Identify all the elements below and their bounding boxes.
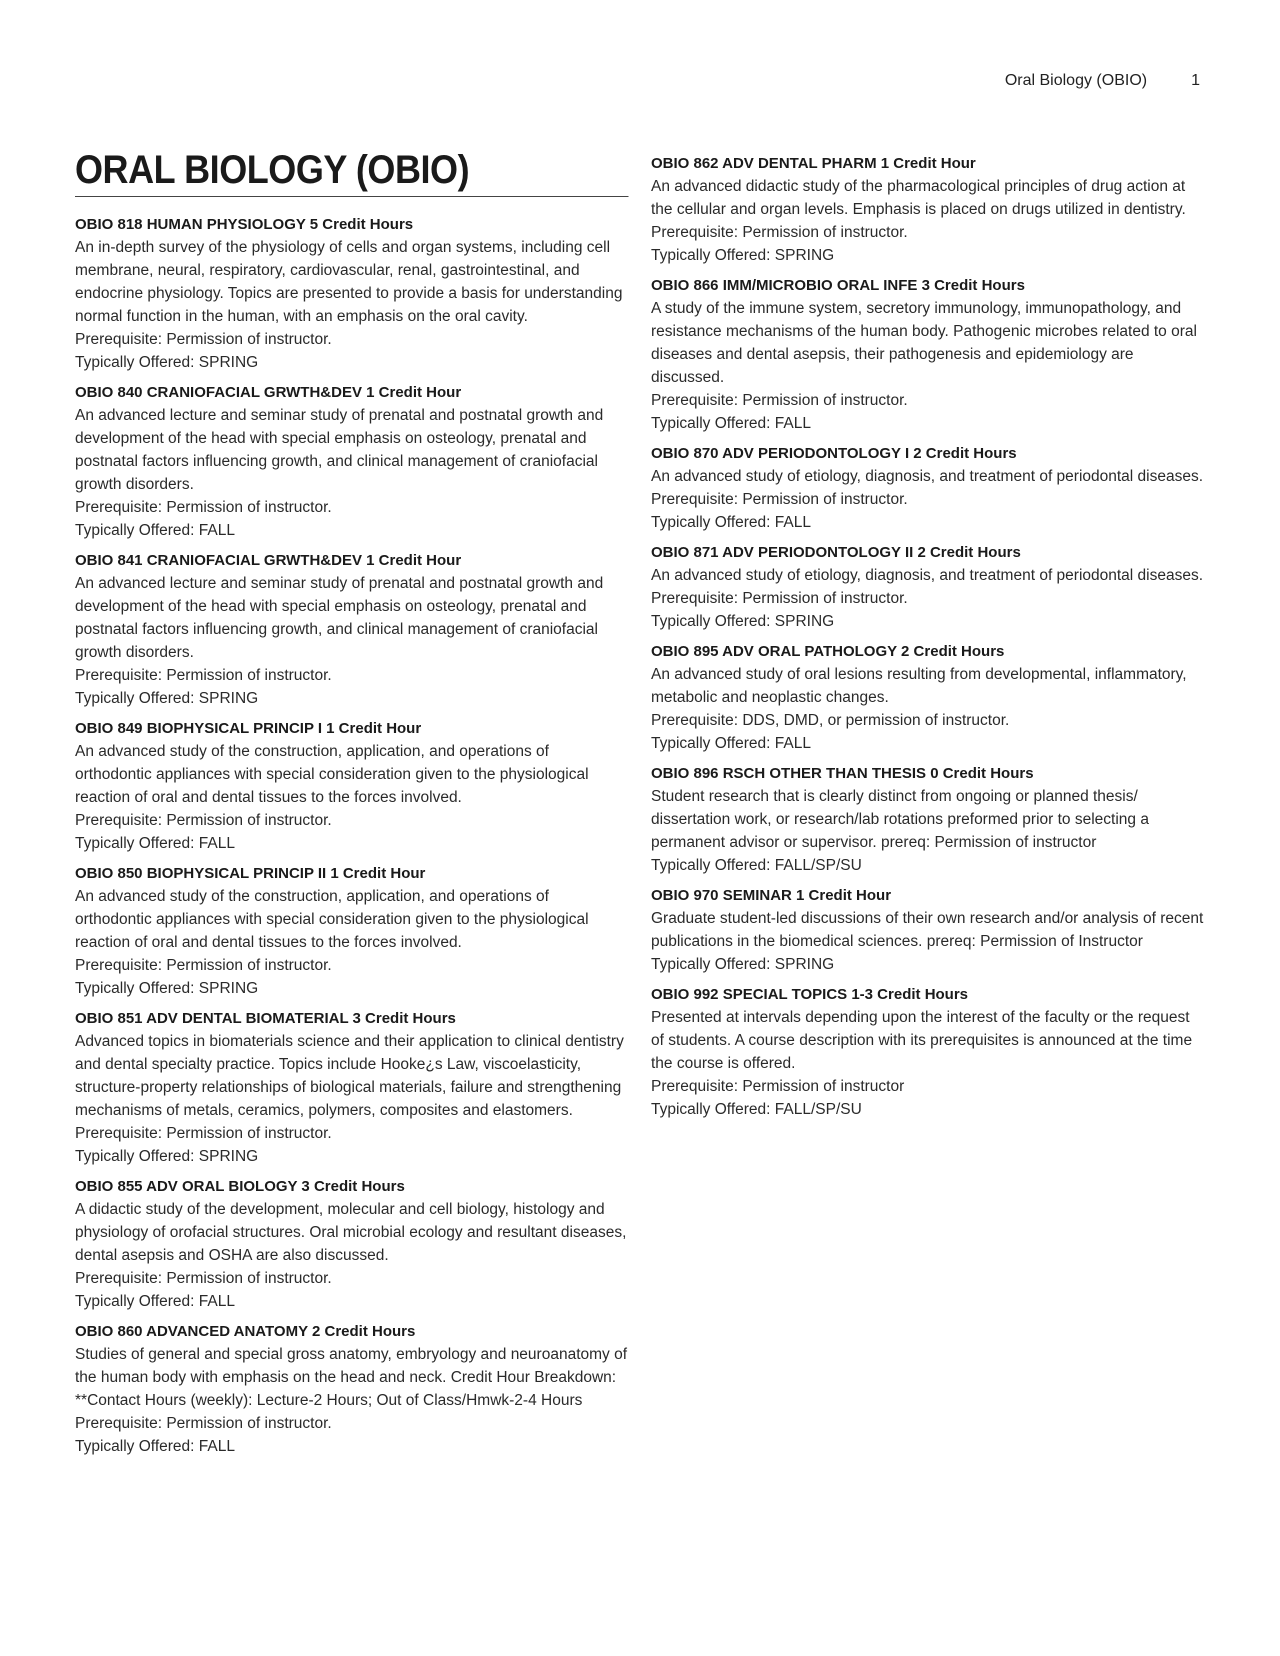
running-header bbox=[1005, 72, 1200, 90]
course-offered: Typically Offered: FALL bbox=[75, 1293, 235, 1310]
course-description: An advanced study of oral lesions resulting from developmental, inflammatory, metabolic and neoplastic changes. bbox=[651, 666, 1187, 706]
course-description: Advanced topics in biomaterials science and their application to clinical dentistry and dental specialty practice. Topics include Hooke¿s Law, viscoelasticity, structure-property relationships of biological materials, failure and strengthening mechanisms of metals, ceramics, polymers, composites and elastomers. bbox=[75, 1033, 624, 1119]
course-entry bbox=[651, 541, 1205, 633]
course-entry bbox=[75, 549, 629, 710]
running-title: Oral Biology (OBIO) bbox=[1004, 72, 1148, 89]
course-description: Student research that is clearly distinct from ongoing or planned thesis/ dissertation work, or research/lab rotations preformed prior to selecting a permanent advisor or supervisor. prereq: Permission of instructor bbox=[651, 788, 1149, 851]
course-description: A didactic study of the development, molecular and cell biology, histology and physiology of orofacial structures. Oral microbial ecology and resultant diseases, dental asepsis and OSHA are also discussed. bbox=[75, 1201, 627, 1264]
course-body bbox=[651, 785, 1205, 877]
course-entry bbox=[75, 381, 629, 542]
course-prerequisite: Prerequisite: Permission of instructor. bbox=[75, 812, 332, 829]
course-entry bbox=[651, 274, 1205, 435]
course-offered: Typically Offered: FALL bbox=[75, 835, 235, 852]
course-title: OBIO 895 ADV ORAL PATHOLOGY 2 Credit Hours bbox=[651, 643, 1005, 660]
course-description: A study of the immune system, secretory immunology, immunopathology, and resistance mechanisms of the human body. Pathogenic microbes related to oral diseases and dental asepsis, their pathogenesis and epidemiology are discussed. bbox=[651, 300, 1197, 386]
course-title: OBIO 870 ADV PERIODONTOLOGY I 2 Credit Hours bbox=[651, 445, 1017, 462]
course-body bbox=[75, 740, 629, 855]
course-title: OBIO 970 SEMINAR 1 Credit Hour bbox=[651, 887, 892, 904]
course-list-right bbox=[651, 152, 1205, 1121]
course-title: OBIO 850 BIOPHYSICAL PRINCIP II 1 Credit Hour bbox=[75, 865, 426, 882]
course-offered: Typically Offered: FALL bbox=[651, 514, 811, 531]
course-description: An advanced study of etiology, diagnosis, and treatment of periodontal diseases. bbox=[651, 468, 1204, 485]
left-column bbox=[75, 140, 629, 1465]
course-title: OBIO 862 ADV DENTAL PHARM 1 Credit Hour bbox=[651, 155, 976, 172]
page-number: 1 bbox=[1191, 72, 1200, 89]
course-description: An advanced study of the construction, application, and operations of orthodontic appliances with special consideration given to the physiological reaction of oral and dental tissues to the forces involved. bbox=[75, 743, 589, 806]
course-entry bbox=[651, 640, 1205, 755]
course-title: OBIO 840 CRANIOFACIAL GRWTH&DEV 1 Credit Hour bbox=[75, 384, 462, 401]
course-entry bbox=[75, 1320, 629, 1458]
course-description: An advanced lecture and seminar study of prenatal and postnatal growth and development of the head with special emphasis on osteology, prenatal and postnatal factors influencing growth, and clinical management of craniofacial growth disorders. bbox=[75, 575, 604, 661]
right-column bbox=[651, 140, 1205, 1465]
course-title: OBIO 818 HUMAN PHYSIOLOGY 5 Credit Hours bbox=[75, 216, 414, 233]
course-description: Graduate student-led discussions of their own research and/or analysis of recent publications in the biomedical sciences. prereq: Permission of Instructor bbox=[651, 910, 1204, 950]
course-offered: Typically Offered: SPRING bbox=[651, 613, 835, 630]
course-list-left bbox=[75, 213, 629, 1458]
course-title: OBIO 992 SPECIAL TOPICS 1-3 Credit Hours bbox=[651, 986, 969, 1003]
course-title: OBIO 896 RSCH OTHER THAN THESIS 0 Credit Hours bbox=[651, 765, 1034, 782]
course-body bbox=[651, 564, 1205, 633]
course-offered: Typically Offered: SPRING bbox=[75, 980, 259, 997]
course-description: Studies of general and special gross anatomy, embryology and neuroanatomy of the human body with emphasis on the head and neck. Credit Hour Breakdown: **Contact Hours (weekly): Lecture-2 Hours; Out of Class/Hmwk-2-4 Hours bbox=[75, 1346, 628, 1409]
course-description: An advanced study of etiology, diagnosis, and treatment of periodontal diseases. bbox=[651, 567, 1204, 584]
course-body bbox=[651, 465, 1205, 534]
course-offered: Typically Offered: FALL/SP/SU bbox=[651, 857, 862, 874]
course-prerequisite: Prerequisite: Permission of instructor. bbox=[75, 1415, 332, 1432]
course-prerequisite: Prerequisite: Permission of instructor. bbox=[75, 957, 332, 974]
course-entry bbox=[75, 717, 629, 855]
course-offered: Typically Offered: FALL bbox=[75, 522, 235, 539]
course-title: OBIO 855 ADV ORAL BIOLOGY 3 Credit Hours bbox=[75, 1178, 405, 1195]
course-body bbox=[651, 175, 1205, 267]
course-offered: Typically Offered: SPRING bbox=[75, 690, 259, 707]
page-content bbox=[75, 140, 1205, 1465]
course-offered: Typically Offered: SPRING bbox=[75, 354, 259, 371]
course-offered: Typically Offered: FALL/SP/SU bbox=[651, 1101, 862, 1118]
course-entry bbox=[651, 884, 1205, 976]
course-entry bbox=[75, 213, 629, 374]
course-prerequisite: Prerequisite: DDS, DMD, or permission of instructor. bbox=[651, 712, 1010, 729]
course-prerequisite: Prerequisite: Permission of instructor. bbox=[75, 667, 332, 684]
course-body bbox=[75, 236, 629, 374]
course-prerequisite: Prerequisite: Permission of instructor. bbox=[651, 392, 908, 409]
page-title: ORAL BIOLOGY (OBIO) bbox=[75, 146, 628, 197]
course-body bbox=[75, 885, 629, 1000]
course-description: An in-depth survey of the physiology of cells and organ systems, including cell membrane, neural, respiratory, cardiovascular, renal, gastrointestinal, and endocrine physiology. Topics are presented to provide a basis for understanding normal function in the human, with an emphasis on the oral cavity. bbox=[75, 239, 623, 325]
course-offered: Typically Offered: SPRING bbox=[651, 247, 835, 264]
course-body bbox=[651, 297, 1205, 435]
course-body bbox=[651, 907, 1205, 976]
course-offered: Typically Offered: SPRING bbox=[651, 956, 835, 973]
course-title: OBIO 849 BIOPHYSICAL PRINCIP I 1 Credit Hour bbox=[75, 720, 422, 737]
course-offered: Typically Offered: SPRING bbox=[75, 1148, 259, 1165]
course-title: OBIO 860 ADVANCED ANATOMY 2 Credit Hours bbox=[75, 1323, 416, 1340]
course-prerequisite: Prerequisite: Permission of instructor. bbox=[75, 1270, 332, 1287]
course-description: An advanced didactic study of the pharmacological principles of drug action at the cellular and organ levels. Emphasis is placed on drugs utilized in dentistry. bbox=[651, 178, 1186, 218]
course-title: OBIO 871 ADV PERIODONTOLOGY II 2 Credit Hours bbox=[651, 544, 1021, 561]
course-entry bbox=[651, 152, 1205, 267]
course-prerequisite: Prerequisite: Permission of instructor. bbox=[75, 1125, 332, 1142]
course-body bbox=[75, 1030, 629, 1168]
course-offered: Typically Offered: FALL bbox=[75, 1438, 235, 1455]
course-prerequisite: Prerequisite: Permission of instructor. bbox=[651, 491, 908, 508]
course-title: OBIO 866 IMM/MICROBIO ORAL INFE 3 Credit Hours bbox=[651, 277, 1025, 294]
course-body bbox=[75, 1343, 629, 1458]
course-description: An advanced lecture and seminar study of prenatal and postnatal growth and development of the head with special emphasis on osteology, prenatal and postnatal factors influencing growth, and clinical management of craniofacial growth disorders. bbox=[75, 407, 604, 493]
course-title: OBIO 851 ADV DENTAL BIOMATERIAL 3 Credit Hours bbox=[75, 1010, 456, 1027]
course-description: An advanced study of the construction, application, and operations of orthodontic appliances with special consideration given to the physiological reaction of oral and dental tissues to the forces involved. bbox=[75, 888, 589, 951]
course-prerequisite: Prerequisite: Permission of instructor. bbox=[651, 590, 908, 607]
course-entry bbox=[651, 762, 1205, 877]
course-entry bbox=[651, 983, 1205, 1121]
course-entry bbox=[75, 1007, 629, 1168]
course-entry bbox=[75, 1175, 629, 1313]
course-title: OBIO 841 CRANIOFACIAL GRWTH&DEV 1 Credit Hour bbox=[75, 552, 462, 569]
course-offered: Typically Offered: FALL bbox=[651, 735, 811, 752]
course-body bbox=[651, 1006, 1205, 1121]
course-prerequisite: Prerequisite: Permission of instructor. bbox=[75, 499, 332, 516]
course-entry bbox=[75, 862, 629, 1000]
course-body bbox=[75, 572, 629, 710]
course-body bbox=[651, 663, 1205, 755]
course-offered: Typically Offered: FALL bbox=[651, 415, 811, 432]
course-prerequisite: Prerequisite: Permission of instructor bbox=[651, 1078, 905, 1095]
course-entry bbox=[651, 442, 1205, 534]
course-prerequisite: Prerequisite: Permission of instructor. bbox=[75, 331, 332, 348]
course-description: Presented at intervals depending upon the interest of the faculty or the request of students. A course description with its prerequisites is announced at the time the course is offered. bbox=[651, 1009, 1193, 1072]
course-body bbox=[75, 1198, 629, 1313]
course-prerequisite: Prerequisite: Permission of instructor. bbox=[651, 224, 908, 241]
course-body bbox=[75, 404, 629, 542]
